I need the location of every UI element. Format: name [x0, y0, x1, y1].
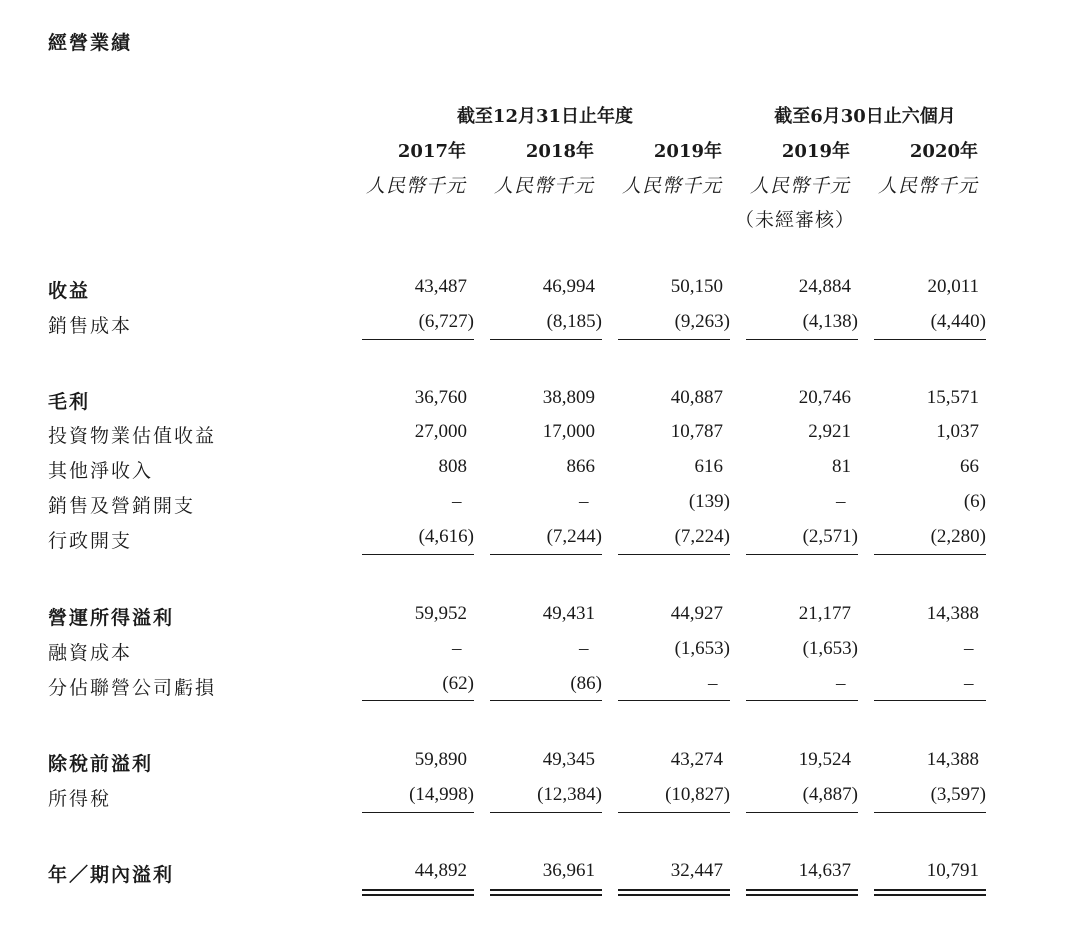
unit-header: 人民幣千元: [621, 175, 722, 197]
total-double-rule: [618, 889, 730, 896]
subtotal-rule: [874, 812, 986, 813]
table-cell: 59,890: [414, 749, 467, 770]
table-cell: –: [708, 673, 718, 694]
table-cell: 40,887: [670, 387, 723, 408]
table-cell: 24,884: [798, 276, 851, 297]
table-cell: 49,345: [542, 749, 595, 770]
table-cell: (4,138): [802, 311, 858, 332]
table-cell: 14,637: [798, 860, 851, 881]
subtotal-rule: [490, 700, 602, 701]
table-cell: 36,961: [542, 860, 595, 881]
subtotal-rule: [618, 339, 730, 340]
total-double-rule: [874, 889, 986, 896]
table-cell: 21,177: [798, 603, 851, 624]
subtotal-rule: [362, 700, 474, 701]
subtotal-rule: [490, 812, 602, 813]
year-header: 2017年: [397, 141, 466, 162]
table-cell: –: [579, 638, 589, 659]
total-double-rule: [362, 889, 474, 896]
table-cell: 1,037: [936, 421, 979, 442]
table-cell: (1,653): [802, 638, 858, 659]
table-cell: 44,892: [414, 860, 467, 881]
table-cell: (6): [963, 491, 986, 512]
row-label: 年／期內溢利: [48, 864, 175, 886]
table-cell: 66: [960, 456, 979, 477]
total-double-rule: [746, 889, 858, 896]
subtotal-rule: [618, 700, 730, 701]
unaudited-note: （未經審核）: [734, 209, 855, 231]
table-cell: 32,447: [670, 860, 723, 881]
section-title: 經營業績: [48, 32, 133, 54]
table-cell: 59,952: [414, 603, 467, 624]
subtotal-rule: [362, 339, 474, 340]
table-cell: (10,827): [665, 784, 730, 805]
table-cell: 15,571: [926, 387, 979, 408]
table-cell: 866: [566, 456, 595, 477]
table-cell: 20,746: [798, 387, 851, 408]
subtotal-rule: [362, 812, 474, 813]
table-cell: 808: [438, 456, 467, 477]
table-cell: (4,616): [418, 526, 474, 547]
table-cell: (4,440): [930, 311, 986, 332]
table-cell: 27,000: [414, 421, 467, 442]
row-label: 融資成本: [48, 642, 133, 664]
table-cell: (1,653): [674, 638, 730, 659]
table-cell: 49,431: [542, 603, 595, 624]
table-cell: 616: [694, 456, 723, 477]
table-cell: (3,597): [930, 784, 986, 805]
subtotal-rule: [490, 554, 602, 555]
row-label: 營運所得溢利: [48, 607, 175, 629]
table-cell: 14,388: [926, 749, 979, 770]
row-label: 所得稅: [48, 788, 112, 810]
table-cell: 38,809: [542, 387, 595, 408]
table-cell: 2,921: [808, 421, 851, 442]
year-header: 2020年: [909, 141, 978, 162]
year-header: 2019年: [653, 141, 722, 162]
row-label: 銷售成本: [48, 315, 133, 337]
table-cell: (4,887): [802, 784, 858, 805]
table-cell: 43,487: [414, 276, 467, 297]
table-cell: –: [452, 491, 462, 512]
table-cell: 14,388: [926, 603, 979, 624]
table-cell: 10,791: [926, 860, 979, 881]
subtotal-rule: [746, 700, 858, 701]
subtotal-rule: [874, 554, 986, 555]
subtotal-rule: [746, 554, 858, 555]
year-header: 2019年: [781, 141, 850, 162]
unit-header: 人民幣千元: [365, 175, 466, 197]
table-cell: –: [579, 491, 589, 512]
row-label: 收益: [48, 280, 91, 302]
table-cell: (139): [688, 491, 730, 512]
table-cell: 46,994: [542, 276, 595, 297]
total-double-rule: [490, 889, 602, 896]
table-cell: (62): [442, 673, 474, 694]
subtotal-rule: [618, 812, 730, 813]
row-label: 毛利: [48, 391, 91, 413]
table-cell: (6,727): [418, 311, 474, 332]
unit-header: 人民幣千元: [493, 175, 594, 197]
table-cell: –: [452, 638, 462, 659]
group-header-fiscal-year: 截至12月31日止年度: [456, 106, 634, 127]
unit-header: 人民幣千元: [749, 175, 850, 197]
table-cell: 10,787: [670, 421, 723, 442]
subtotal-rule: [618, 554, 730, 555]
table-cell: (7,244): [546, 526, 602, 547]
table-cell: 44,927: [670, 603, 723, 624]
table-cell: (7,224): [674, 526, 730, 547]
row-label: 除稅前溢利: [48, 753, 154, 775]
subtotal-rule: [746, 812, 858, 813]
table-cell: –: [964, 673, 974, 694]
table-cell: 81: [832, 456, 851, 477]
table-cell: (86): [570, 673, 602, 694]
table-cell: –: [964, 638, 974, 659]
unit-header: 人民幣千元: [877, 175, 978, 197]
table-cell: (8,185): [546, 311, 602, 332]
row-label: 投資物業估值收益: [48, 425, 217, 447]
subtotal-rule: [490, 339, 602, 340]
subtotal-rule: [874, 700, 986, 701]
table-cell: (2,571): [802, 526, 858, 547]
table-cell: 19,524: [798, 749, 851, 770]
group-header-six-months: 截至6月30日止六個月: [774, 106, 956, 127]
table-cell: 36,760: [414, 387, 467, 408]
table-cell: (9,263): [674, 311, 730, 332]
row-label: 行政開支: [48, 530, 133, 552]
table-cell: –: [836, 673, 846, 694]
table-cell: (12,384): [537, 784, 602, 805]
table-cell: (2,280): [930, 526, 986, 547]
row-label: 其他淨收入: [48, 460, 154, 482]
table-cell: (14,998): [409, 784, 474, 805]
row-label: 分佔聯營公司虧損: [48, 677, 217, 699]
subtotal-rule: [874, 339, 986, 340]
year-header: 2018年: [525, 141, 594, 162]
table-cell: 20,011: [927, 276, 979, 297]
subtotal-rule: [362, 554, 474, 555]
subtotal-rule: [746, 339, 858, 340]
row-label: 銷售及營銷開支: [48, 495, 196, 517]
table-cell: 17,000: [542, 421, 595, 442]
table-cell: –: [836, 491, 846, 512]
table-cell: 50,150: [670, 276, 723, 297]
table-cell: 43,274: [670, 749, 723, 770]
